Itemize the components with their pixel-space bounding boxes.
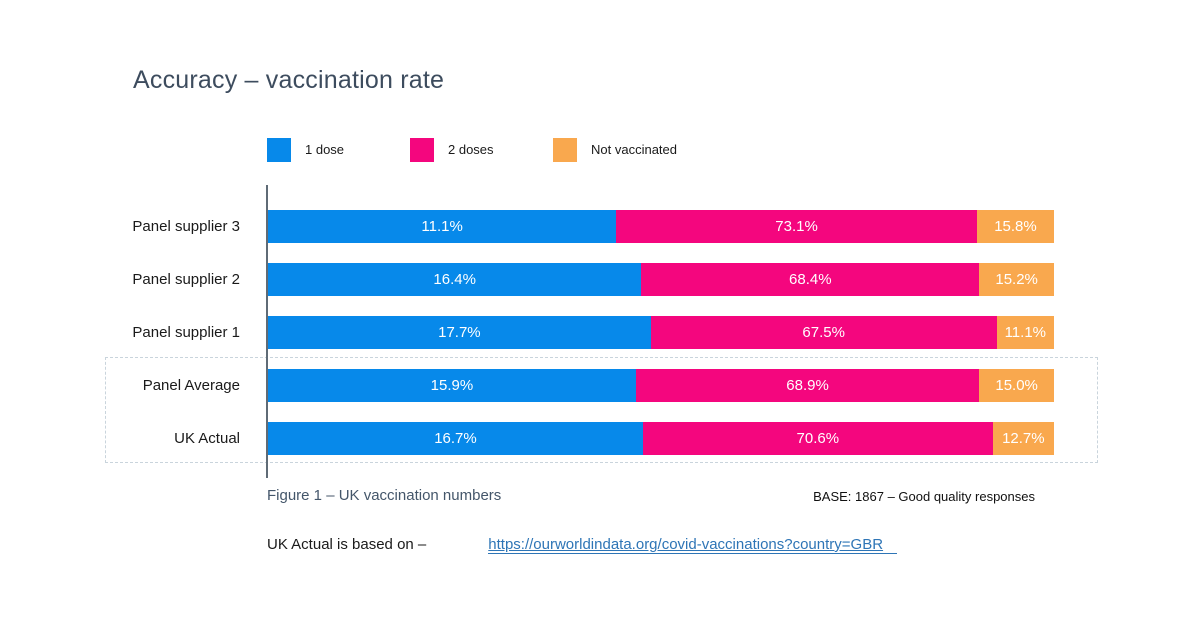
legend-swatch-not-vaccinated (553, 138, 577, 162)
category-label: Panel supplier 3 (132, 218, 240, 235)
base-note: BASE: 1867 – Good quality responses (813, 489, 1035, 504)
legend-item-2-doses (410, 137, 553, 162)
figure-caption: Figure 1 – UK vaccination numbers (267, 487, 502, 504)
legend-label: 1 dose (305, 142, 345, 157)
legend-swatch-1-dose (267, 138, 291, 162)
stacked-bar (268, 263, 1054, 296)
bar-segment-1-dose: 16.4% (268, 263, 641, 296)
category-label: UK Actual (174, 430, 240, 447)
bar-segment-1-dose: 15.9% (268, 369, 636, 402)
bar-segment-not-vaccinated: 11.1% (997, 316, 1054, 349)
bar-segment-not-vaccinated: 15.8% (977, 210, 1054, 243)
bar-segment-not-vaccinated: 15.0% (979, 369, 1054, 402)
bar-segment-not-vaccinated: 15.2% (979, 263, 1054, 296)
bar-segment-not-vaccinated: 12.7% (993, 422, 1054, 455)
bar-segment-2-doses: 68.9% (636, 369, 979, 402)
bar-rows (0, 210, 1100, 475)
bar-segment-2-doses: 73.1% (616, 210, 977, 243)
bar-segment-1-dose: 17.7% (268, 316, 651, 349)
bar-segment-2-doses: 68.4% (641, 263, 979, 296)
category-label: Panel Average (142, 377, 240, 394)
source-link[interactable]: https://ourworldindata.org/covid-vaccinations?country=GBR (488, 536, 897, 554)
legend-item-not-vaccinated (553, 137, 696, 162)
bar-segment-2-doses: 70.6% (643, 422, 993, 455)
chart-row (0, 316, 1100, 349)
legend-item-1-dose (267, 137, 410, 162)
bar-segment-2-doses: 67.5% (651, 316, 997, 349)
chart-title: Accuracy – vaccination rate (133, 66, 445, 94)
stacked-bar (268, 422, 1054, 455)
bar-segment-1-dose: 16.7% (268, 422, 643, 455)
chart-row (0, 263, 1100, 296)
legend-swatch-2-doses (410, 138, 434, 162)
chart-row (0, 369, 1100, 402)
category-label: Panel supplier 2 (132, 271, 240, 288)
legend-label: 2 doses (448, 142, 494, 157)
bar-segment-1-dose: 11.1% (268, 210, 616, 243)
chart-row (0, 422, 1100, 455)
legend (267, 137, 696, 162)
stacked-bar (268, 316, 1054, 349)
category-label: Panel supplier 1 (132, 324, 240, 341)
stacked-bar (268, 210, 1054, 243)
chart-row (0, 210, 1100, 243)
legend-label: Not vaccinated (591, 142, 677, 157)
footnote-prefix: UK Actual is based on – (267, 536, 427, 553)
footnote (267, 536, 897, 554)
stacked-bar (268, 369, 1054, 402)
